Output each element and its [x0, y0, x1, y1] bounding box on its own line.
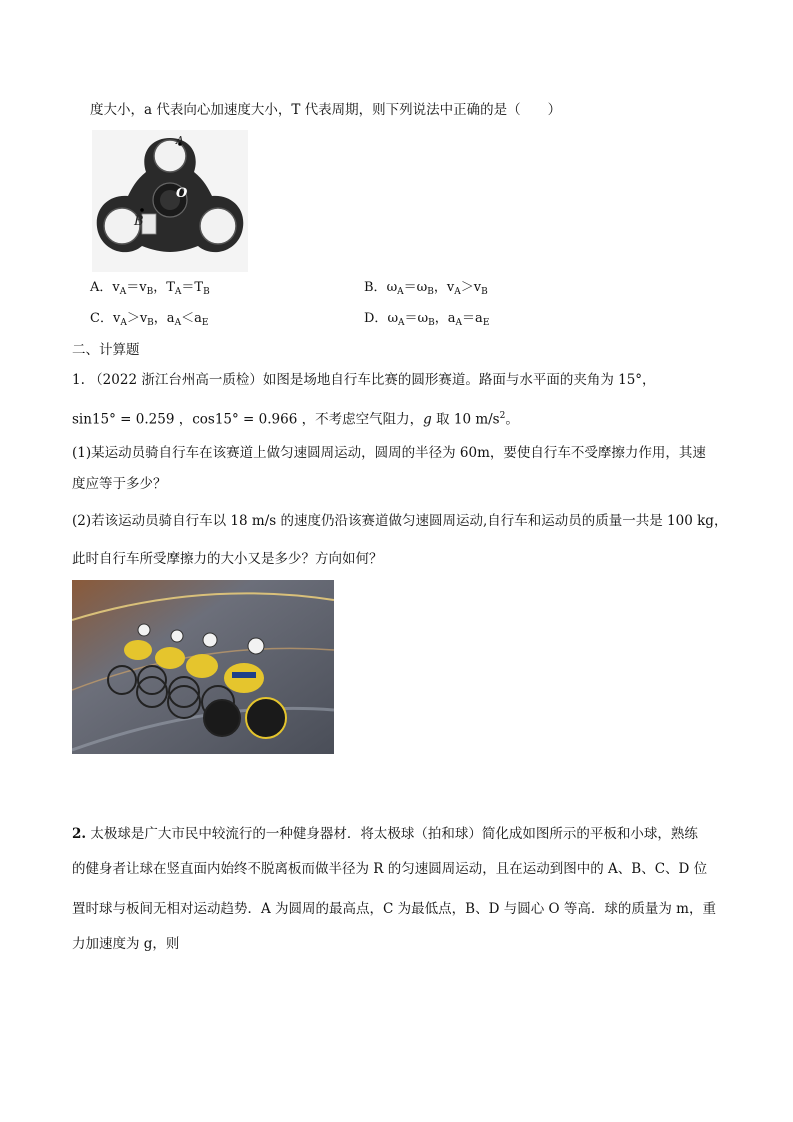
option-b-t1: ω: [386, 280, 398, 295]
problem1-part1-line1: (1)某运动员骑自行车在该赛道上做匀速圆周运动，圆周的半径为 60m，要使自行车不受摩擦力作用，其速: [72, 445, 706, 461]
option-c-sub1: A: [120, 318, 127, 328]
option-b-letter: B．: [364, 280, 387, 295]
option-d: [364, 309, 489, 333]
cycling-photo: [72, 580, 334, 754]
option-b-sub4: B: [481, 287, 488, 297]
option-d-letter: D．: [364, 311, 388, 326]
option-c-sub2: B: [147, 318, 154, 328]
option-a-sub3: A: [174, 287, 182, 297]
option-c-sub3: A: [174, 318, 182, 328]
part2-b: 的速度仍沿该赛道做匀速圆周运动,自行车和运动员的质量一共是: [276, 513, 668, 529]
option-a-t3: ，T: [153, 280, 175, 295]
option-a-t2: ＝v: [126, 280, 147, 295]
problem1-part1-line2: 度应等于多少？: [72, 476, 167, 492]
option-d-sub4: E: [482, 318, 490, 328]
option-c-t2: ＞v: [126, 311, 148, 326]
spinner-figure: [92, 130, 248, 272]
part2-a: (2)若该运动员骑自行车以: [72, 513, 231, 529]
option-c: [90, 309, 208, 333]
option-b-sub2: B: [427, 287, 434, 297]
problem1-end: 。: [505, 411, 519, 428]
problem1-part2-line1: [72, 511, 727, 531]
option-b-sub1: A: [397, 287, 404, 297]
problem1-part2-line2: 此时自行车所受摩擦力的大小又是多少？方向如何？: [72, 551, 383, 567]
option-d-sub3: A: [455, 318, 463, 328]
option-a-letter: A．: [90, 280, 113, 295]
problem1-line2: [72, 406, 519, 430]
spinner-illustration: [92, 130, 248, 272]
option-d-t4: ＝a: [462, 311, 483, 326]
part2-speed: 18 m/s: [230, 513, 277, 529]
problem1-line1: 1. （2022 浙江台州高一质检）如图是场地自行车比赛的圆形赛道。路面与水平面的夹角为 15°，: [72, 372, 656, 388]
option-d-t3: ，a: [434, 311, 456, 326]
spinner-label-b: B: [134, 214, 144, 229]
option-c-letter: C．: [90, 311, 113, 326]
option-c-sub4: E: [201, 318, 209, 328]
cos-value: cos15° = 0.966: [192, 411, 298, 428]
g-exponent: 2: [499, 411, 506, 421]
option-d-t2: ＝ω: [404, 311, 429, 326]
option-a-t1: v: [112, 280, 120, 295]
option-d-sub2: B: [428, 318, 435, 328]
cycling-illustration: [72, 580, 334, 754]
spinner-label-a: A: [176, 134, 184, 147]
option-a: [90, 278, 210, 302]
option-a-sub1: A: [119, 287, 127, 297]
problem1-take: 取: [431, 411, 454, 428]
option-c-t4: ＜a: [181, 311, 202, 326]
option-a-sub4: B: [203, 287, 210, 297]
option-b: [364, 278, 488, 302]
problem2-number: 2.: [72, 826, 87, 842]
problem1-mid: ，不考虑空气阻力，: [297, 411, 424, 428]
problem2-line4: 力加速度为 g，则: [72, 936, 180, 952]
g-symbol: g: [423, 411, 432, 428]
option-a-sub2: B: [146, 287, 154, 297]
option-c-t3: ，a: [153, 311, 175, 326]
option-b-sub3: A: [454, 287, 461, 297]
option-b-t3: ，v: [433, 280, 455, 295]
problem2-line1: [72, 824, 698, 844]
option-d-t1: ω: [387, 311, 399, 326]
problem2-line2: 的健身者让球在竖直面内始终不脱离板而做半径为 R 的匀速圆周运动，且在运动到图中的 A、B、C、D 位: [72, 861, 708, 877]
problem1-sep: ，: [174, 411, 193, 428]
part2-mass: 100 kg: [667, 513, 714, 529]
part2-c: ，: [713, 513, 728, 529]
option-a-t4: ＝T: [181, 280, 204, 295]
option-d-sub1: A: [398, 318, 405, 328]
spinner-label-o: O: [176, 186, 188, 201]
sin-value: sin15° = 0.259: [72, 411, 175, 428]
option-b-t2: ＝ω: [403, 280, 428, 295]
option-c-t1: v: [112, 311, 121, 326]
section-title: 二、计算题: [72, 342, 140, 358]
g-value: 10 m/s: [453, 411, 500, 428]
option-b-t4: ＞v: [460, 280, 482, 295]
problem2-line3: 置时球与板间无相对运动趋势．A 为圆周的最高点，C 为最低点，B、D 与圆心 O 等高．球的质量为 m，重: [72, 901, 716, 917]
problem2-line1-text: 太极球是广大市民中较流行的一种健身器材．将太极球（拍和球）简化成如图所示的平板和小球，熟练: [86, 826, 698, 842]
question-stem-tail: 度大小，a 代表向心加速度大小，T 代表周期，则下列说法中正确的是（ ）: [90, 102, 562, 118]
